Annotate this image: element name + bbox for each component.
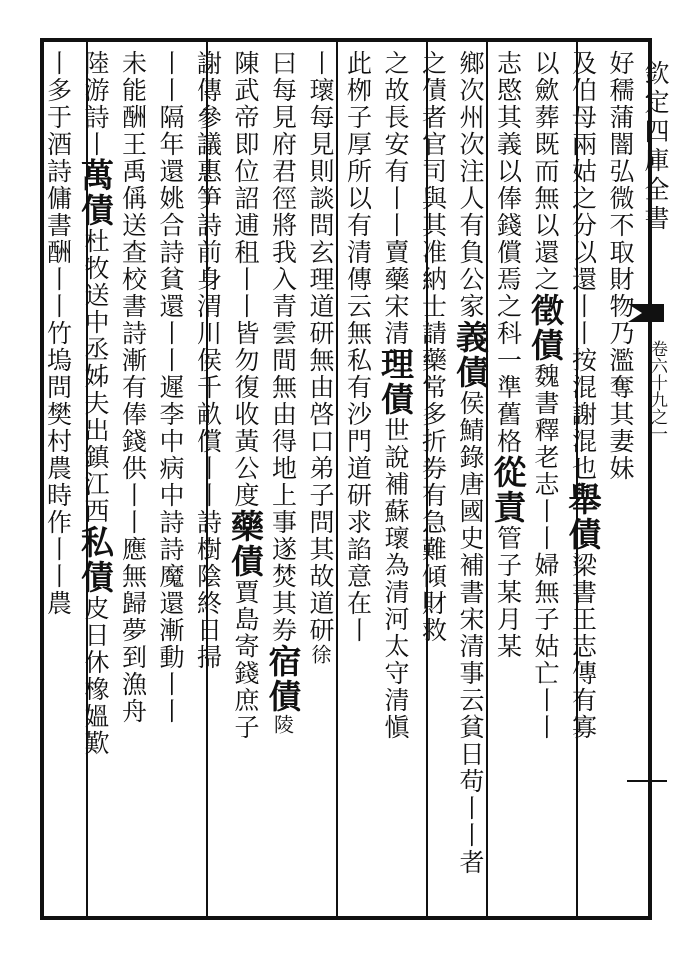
text-segment: 鄉次州次注人有負公家 bbox=[456, 50, 485, 320]
entry-term: 私債 bbox=[76, 525, 115, 595]
text-segment: 世說補蘇瓌為清河太守清愼 bbox=[381, 417, 410, 741]
text-segment: 好穤蒲闇弘微不取財物乃濫奪其妻妹 bbox=[606, 50, 635, 482]
margin-tick bbox=[627, 780, 667, 782]
entry-term: 從責 bbox=[488, 455, 528, 525]
text-segment: 詩傭書酬丨丨竹塢問樊村 bbox=[43, 158, 73, 455]
entry-term: 萬債 bbox=[76, 158, 115, 228]
text-segment: 謝傳參議惠笋詩前身渭川侯千畝償丨丨 bbox=[193, 50, 223, 509]
text-segment: 陳武帝即位詔逋租丨丨皆勿復收黃公度 bbox=[231, 50, 260, 509]
text-segment: 梁書王志傳有寡 bbox=[568, 552, 598, 741]
entry-term: 理債 bbox=[376, 347, 415, 417]
entry-term: 舉債 bbox=[563, 482, 603, 552]
text-segment: 之故長安有丨丨賣藥宋清 bbox=[381, 50, 410, 347]
text-segment: 丨多于酒 bbox=[43, 50, 73, 158]
text-segment: 丨丨隔年還姚合詩貧還丨丨遲李中病中詩詩魔還漸動丨丨 bbox=[156, 50, 185, 725]
text-segment: 曰每見府君徑將我入青雲間無由得地上事遂焚其券 bbox=[268, 50, 298, 644]
text-segment: 農時作丨丨農 bbox=[43, 455, 73, 617]
entry-term: 義債 bbox=[451, 320, 490, 390]
text-segment: 魏書釋老志丨丨 bbox=[531, 363, 560, 552]
text-segment: 丨瓌每見則談問玄理道研無由啓口弟子問其故道研 bbox=[306, 50, 335, 644]
text-segment: 之債者官司與其准納 bbox=[418, 50, 448, 293]
text-segment: 管子某月某 bbox=[493, 525, 523, 660]
text-segment: 此栁子厚所以有清傳云 bbox=[343, 50, 373, 320]
entry-term: 藥債 bbox=[226, 509, 265, 579]
text-segment: 及伯母兩姑之分以還丨丨按混謝混也 bbox=[568, 50, 598, 482]
text-segment: 婦無子姑亡丨丨 bbox=[531, 552, 560, 741]
entry-term: 宿債 bbox=[263, 644, 303, 714]
text-segment: 以歛葬既而無以還之 bbox=[531, 50, 560, 293]
text-segment: 無私有沙門道研求諂意在丨 bbox=[343, 320, 373, 644]
text-segment: 士請藥常多折券有急難傾財救 bbox=[418, 293, 448, 644]
text-segment: 侯鯖錄唐國史補書宋清事云貧 bbox=[456, 390, 485, 741]
volume-label: 卷六十九之一 bbox=[647, 340, 667, 442]
text-segment: 未能酬王禹偁送查校書詩漸有俸錢供丨丨應無歸夢到漁舟 bbox=[118, 50, 148, 725]
text-segment: 志愍其義以俸錢償焉 bbox=[493, 50, 523, 293]
text-segment: 陸游詩丨 bbox=[81, 50, 110, 158]
entry-term: 徵債 bbox=[526, 293, 565, 363]
fish-tail-mark-icon bbox=[628, 300, 664, 326]
text-segment: 皮日休橡媼歎 bbox=[81, 595, 110, 757]
text-segment: 日苟丨丨者 bbox=[456, 741, 485, 876]
book-title: 欽定四庫全書 bbox=[641, 60, 670, 234]
text-segment: 之科一準舊格 bbox=[493, 293, 523, 455]
text-segment: 徐 bbox=[308, 644, 332, 666]
text-segment: 賈島寄錢庶子 bbox=[231, 579, 260, 741]
text-segment: 杜牧送中丞姊夫出鎮江西 bbox=[81, 228, 110, 525]
text-segment: 陵 bbox=[270, 714, 295, 736]
text-segment: 詩樹陰終日掃 bbox=[193, 509, 223, 671]
text-column bbox=[32, 50, 82, 912]
